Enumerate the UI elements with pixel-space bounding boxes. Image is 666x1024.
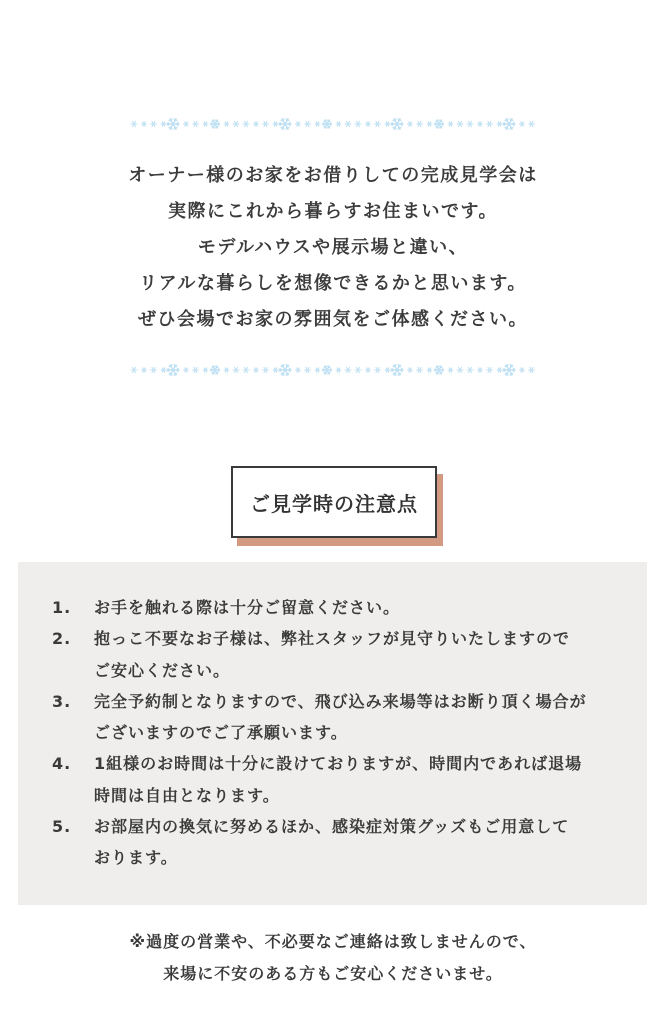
notes-title-box	[231, 466, 437, 538]
snowflake-icon	[263, 121, 269, 126]
intro-line: モデルハウスや展示場と違い、	[197, 237, 469, 258]
snowflake-icon	[427, 122, 432, 126]
list-item	[52, 623, 622, 686]
item-number: 2.	[52, 629, 72, 649]
snowflake-icon	[203, 122, 208, 126]
snowflake-icon	[448, 368, 453, 372]
item-text	[94, 686, 622, 749]
snowflake-icon	[478, 122, 483, 126]
intro-line: 実際にこれから暮らすお住まいです。	[167, 201, 499, 222]
list-item	[52, 748, 622, 811]
list-item	[52, 686, 622, 749]
snowflake-icon	[391, 119, 403, 129]
snowflake-icon	[203, 368, 208, 372]
snowflake-icon	[211, 366, 220, 374]
snowflake-icon	[243, 367, 249, 372]
list-item	[52, 592, 622, 623]
snowflake-icon	[161, 122, 166, 126]
item-text-line: ございますのでご了承願います。	[94, 723, 348, 743]
item-text-line: ご安心ください。	[94, 660, 231, 680]
snowflake-icon	[142, 368, 147, 372]
item-text-line: 抱っこ不要なお子様は、弊社スタッフが見守りいたしますので	[94, 629, 571, 649]
item-text-line: お手を触れる際は十分ご留意ください。	[94, 598, 401, 617]
snowflake-icon	[128, 360, 538, 380]
item-number: 3.	[52, 691, 72, 711]
snowflake-icon	[211, 120, 220, 128]
snowflake-icon	[497, 368, 502, 372]
snowflake-icon	[366, 122, 371, 126]
item-text	[94, 748, 622, 811]
snowflake-icon	[193, 121, 199, 126]
snowflake-icon	[417, 367, 423, 372]
footer-note	[0, 926, 666, 990]
snowflake-icon	[128, 114, 538, 134]
item-number: 4.	[52, 754, 72, 774]
item-number: 1.	[52, 598, 72, 617]
snowflake-icon	[233, 121, 239, 126]
item-text-line: おります。	[94, 848, 178, 868]
item-text-line: 1組様のお時間は十分に設けておりますが、時間内であれば退場	[94, 754, 583, 774]
snowflake-icon	[366, 368, 371, 372]
snowflake-icon	[478, 368, 483, 372]
intro-line: オーナー様のお家をお借りしての完成見学会は	[128, 165, 538, 186]
snowflake-icon	[305, 121, 311, 126]
snowflake-icon	[323, 120, 332, 128]
snowflake-icon	[131, 367, 137, 372]
snowflake-icon	[385, 368, 390, 372]
snowflake-icon	[375, 367, 381, 372]
item-text	[94, 811, 622, 874]
snowflake-icon	[457, 121, 463, 126]
snowflake-icon	[385, 122, 390, 126]
snowflake-icon	[305, 367, 311, 372]
snowflake-icon	[161, 368, 166, 372]
snowflake-icon	[435, 120, 444, 128]
snowflake-icon	[529, 367, 535, 372]
snowflake-icon	[193, 367, 199, 372]
snowflake-icon	[323, 366, 332, 374]
snowflake-icon	[520, 368, 525, 372]
snowflake-icon	[408, 122, 413, 126]
snowflake-icon	[279, 365, 291, 375]
snowflake-icon	[151, 121, 157, 126]
snowflake-icon	[273, 122, 278, 126]
snowflake-icon	[408, 368, 413, 372]
footer-line: ※過度の営業や、不必要なご連絡は致しませんので、	[129, 932, 537, 951]
snowflake-icon	[427, 368, 432, 372]
item-text	[94, 623, 622, 686]
item-number: 5.	[52, 817, 72, 837]
snowflake-icon	[142, 122, 147, 126]
snowflake-icon	[273, 368, 278, 372]
snowflake-icon	[417, 121, 423, 126]
snowflake-icon	[448, 122, 453, 126]
notes-list	[52, 592, 622, 874]
snowflake-icon	[167, 365, 179, 375]
list-item	[52, 811, 622, 874]
snowflake-icon	[345, 121, 351, 126]
notes-panel	[18, 562, 647, 905]
snowflake-icon	[184, 368, 189, 372]
snowflake-icon	[355, 367, 361, 372]
snowflake-icon	[467, 121, 473, 126]
item-text-line: 完全予約制となりますので、飛び込み来場等はお断り頂く場合が	[94, 691, 587, 711]
snowflake-icon	[467, 367, 473, 372]
snowflake-icon	[243, 121, 249, 126]
snowflake-icon	[184, 122, 189, 126]
snowflake-icon	[336, 122, 341, 126]
snowflake-icon	[375, 121, 381, 126]
item-text-line: 時間は自由となります。	[94, 785, 280, 805]
snowflake-icon	[233, 367, 239, 372]
snowflake-icon	[279, 119, 291, 129]
snowflake-icon	[457, 367, 463, 372]
snowflake-icon	[315, 122, 320, 126]
snowflake-icon	[315, 368, 320, 372]
snowflake-divider-top	[0, 114, 666, 134]
notes-title: ご見学時の注意点	[231, 466, 437, 538]
snowflake-icon	[487, 121, 493, 126]
snowflake-icon	[435, 366, 444, 374]
snowflake-icon	[336, 368, 341, 372]
intro-line: ぜひ会場でお家の雰囲気をご体感ください。	[138, 309, 528, 330]
snowflake-divider-bottom	[0, 360, 666, 380]
snowflake-icon	[224, 368, 229, 372]
snowflake-icon	[224, 122, 229, 126]
item-text-line: お部屋内の換気に努めるほか、感染症対策グッズもご用意して	[94, 817, 570, 837]
snowflake-icon	[131, 121, 137, 126]
snowflake-icon	[263, 367, 269, 372]
snowflake-icon	[151, 367, 157, 372]
snowflake-icon	[254, 368, 259, 372]
intro-line: リアルな暮らしを想像できるかと思います。	[139, 273, 527, 294]
snowflake-icon	[503, 365, 515, 375]
snowflake-icon	[355, 121, 361, 126]
snowflake-icon	[391, 365, 403, 375]
intro-text	[0, 158, 666, 338]
footer-line: 来場に不安のある方もご安心くださいませ。	[163, 964, 503, 983]
item-text	[94, 592, 622, 623]
snowflake-icon	[529, 121, 535, 126]
snowflake-icon	[296, 368, 301, 372]
snowflake-icon	[345, 367, 351, 372]
snowflake-icon	[497, 122, 502, 126]
snowflake-icon	[520, 122, 525, 126]
snowflake-icon	[296, 122, 301, 126]
snowflake-icon	[487, 367, 493, 372]
snowflake-icon	[503, 119, 515, 129]
snowflake-icon	[254, 122, 259, 126]
snowflake-icon	[167, 119, 179, 129]
